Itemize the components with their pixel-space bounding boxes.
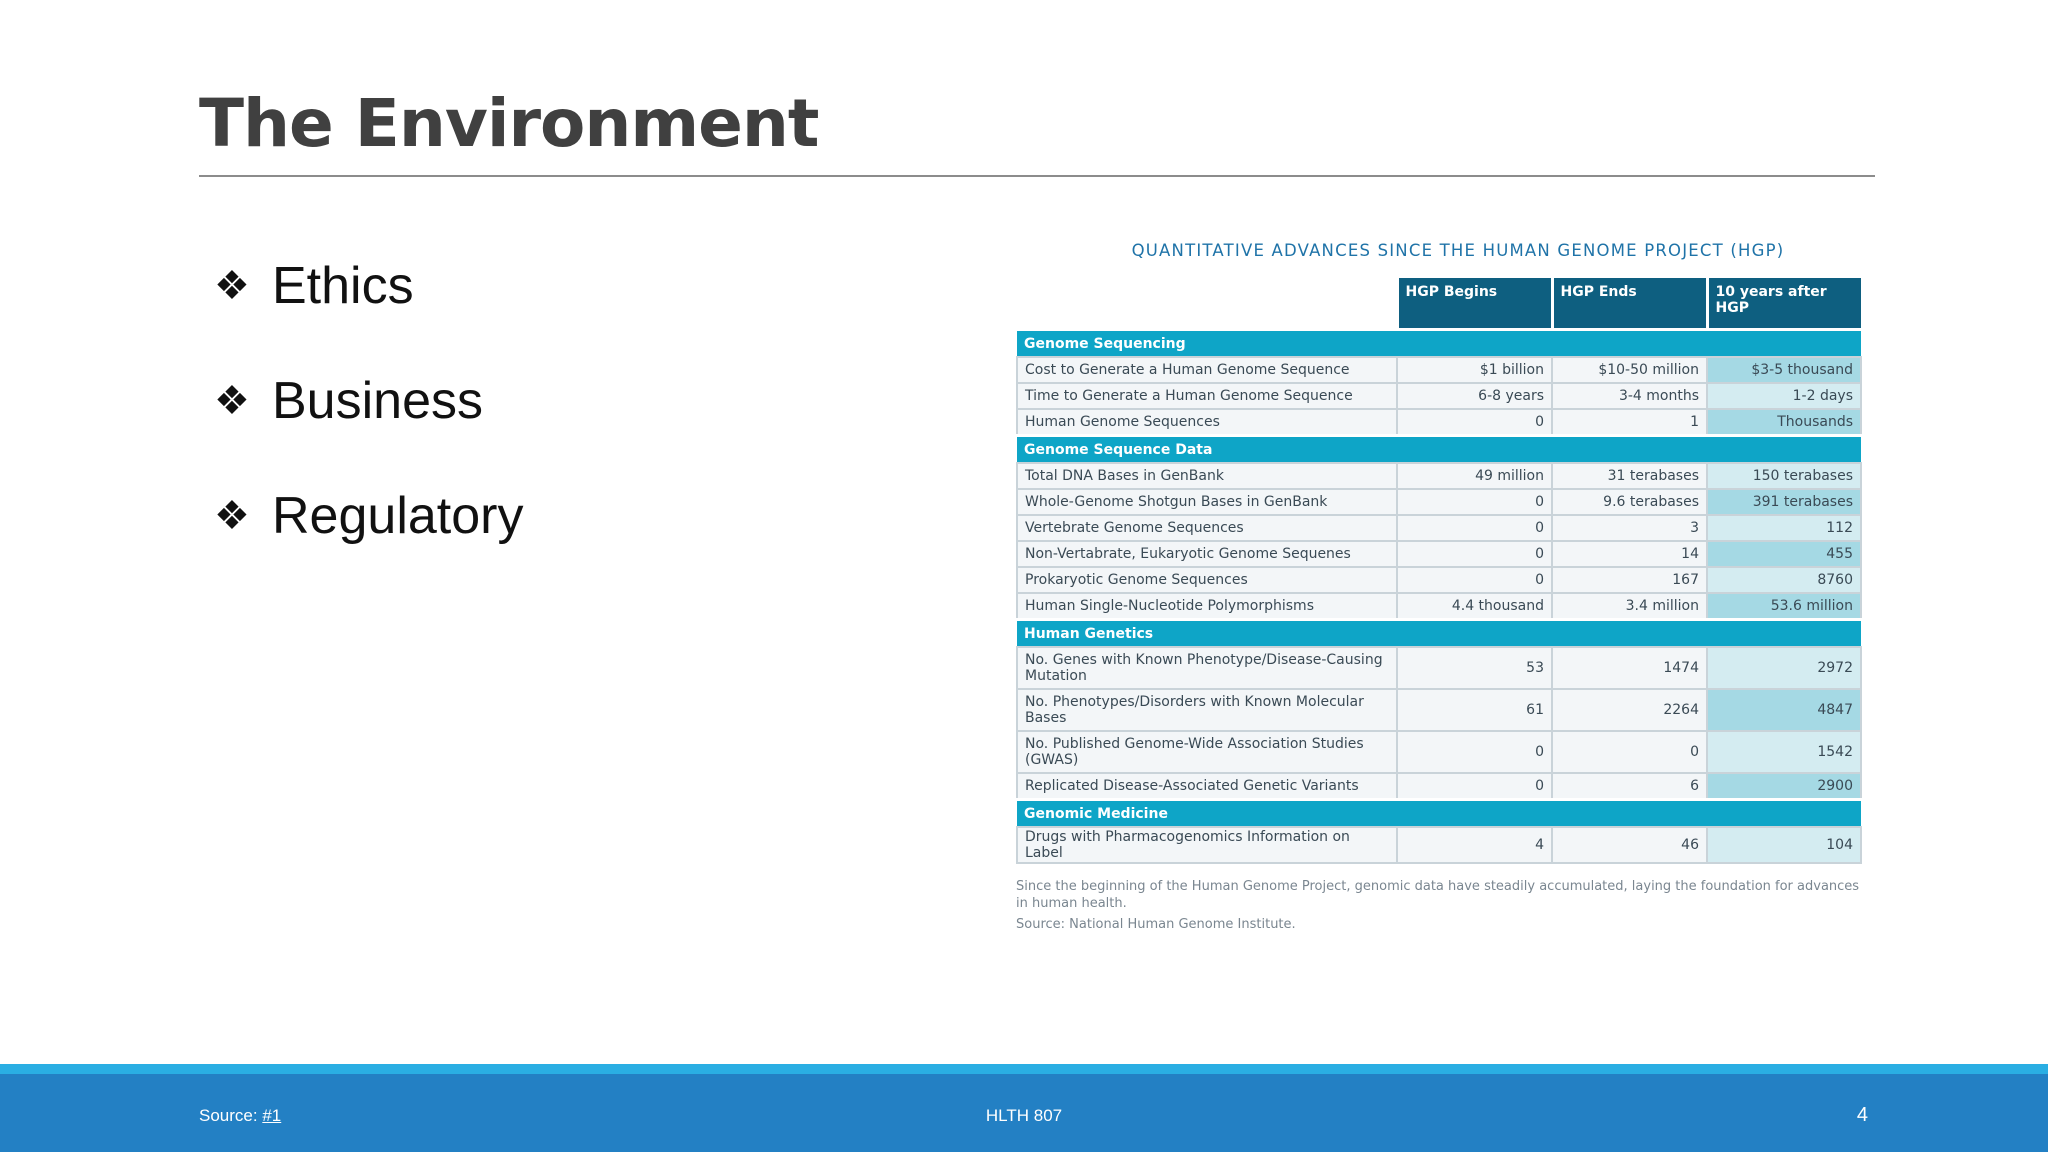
figure-title: QUANTITATIVE ADVANCES SINCE THE HUMAN GENOME PROJECT (HGP) [1131, 241, 1785, 260]
row-value: 8760 [1707, 567, 1861, 593]
table-row [1017, 567, 1861, 593]
table-row [1017, 593, 1861, 620]
bullet-label: Regulatory [272, 486, 524, 545]
row-value: 0 [1397, 541, 1552, 567]
row-value: 31 terabases [1552, 463, 1707, 489]
row-value: Thousands [1707, 409, 1861, 436]
row-label: Drugs with Pharmacogenomics Information on Label [1017, 827, 1397, 863]
row-label: Human Genome Sequences [1017, 409, 1397, 436]
row-value: 4847 [1707, 689, 1861, 731]
row-value: 0 [1397, 515, 1552, 541]
row-value: 3-4 months [1552, 383, 1707, 409]
row-value: 104 [1707, 827, 1861, 863]
section-title: Genomic Medicine [1017, 800, 1861, 828]
row-value: 2264 [1552, 689, 1707, 731]
row-value: 455 [1707, 541, 1861, 567]
row-value: 61 [1397, 689, 1552, 731]
table-row [1017, 383, 1861, 409]
row-value: 2900 [1707, 773, 1861, 800]
section-header-row [1017, 436, 1861, 464]
table-header-blank [1017, 278, 1397, 330]
row-value: 1-2 days [1707, 383, 1861, 409]
footer-bar [0, 1074, 2048, 1152]
row-label: Vertebrate Genome Sequences [1017, 515, 1397, 541]
section-title: Human Genetics [1017, 620, 1861, 648]
row-label: Total DNA Bases in GenBank [1017, 463, 1397, 489]
caption-text: Since the beginning of the Human Genome Project, genomic data have steadily accumulated, laying the foundation for advances in human health. [1016, 879, 1860, 911]
table-row [1017, 689, 1861, 731]
bullet-list [214, 228, 523, 573]
diamond-bullet-icon: ❖ [214, 378, 250, 423]
column-header: HGP Begins [1397, 278, 1552, 330]
bullet-label: Business [272, 371, 483, 430]
row-value: 391 terabases [1707, 489, 1861, 515]
row-label: No. Phenotypes/Disorders with Known Molecular Bases [1017, 689, 1397, 731]
row-value: $10-50 million [1552, 357, 1707, 383]
table-row [1017, 773, 1861, 800]
row-value: 112 [1707, 515, 1861, 541]
column-header: HGP Ends [1552, 278, 1707, 330]
table-row [1017, 541, 1861, 567]
row-value: 3 [1552, 515, 1707, 541]
slide-title: The Environment [199, 85, 819, 162]
row-value: 0 [1397, 567, 1552, 593]
column-header: 10 years after HGP [1707, 278, 1861, 330]
row-label: Time to Generate a Human Genome Sequence [1017, 383, 1397, 409]
table-row [1017, 731, 1861, 773]
row-value: 4 [1397, 827, 1552, 863]
section-title: Genome Sequence Data [1017, 436, 1861, 464]
row-value: 6-8 years [1397, 383, 1552, 409]
row-label: No. Genes with Known Phenotype/Disease-Causing Mutation [1017, 647, 1397, 689]
bullet-label: Ethics [272, 256, 414, 315]
row-label: Whole-Genome Shotgun Bases in GenBank [1017, 489, 1397, 515]
row-label: Human Single-Nucleotide Polymorphisms [1017, 593, 1397, 620]
row-value: 0 [1397, 773, 1552, 800]
row-value: 53.6 million [1707, 593, 1861, 620]
diamond-bullet-icon: ❖ [214, 493, 250, 538]
row-value: 0 [1552, 731, 1707, 773]
diamond-bullet-icon: ❖ [214, 263, 250, 308]
row-value: 0 [1397, 489, 1552, 515]
row-value: 4.4 thousand [1397, 593, 1552, 620]
row-value: 1474 [1552, 647, 1707, 689]
row-label: Non-Vertabrate, Eukaryotic Genome Sequenes [1017, 541, 1397, 567]
title-divider [199, 175, 1875, 177]
table-row [1017, 409, 1861, 436]
table-row [1017, 463, 1861, 489]
footer-source-prefix: Source: [199, 1106, 263, 1125]
section-header-row [1017, 800, 1861, 828]
table-row [1017, 515, 1861, 541]
hgp-figure [1016, 240, 1860, 933]
row-value: 6 [1552, 773, 1707, 800]
row-value: 14 [1552, 541, 1707, 567]
figure-caption [1016, 878, 1860, 933]
row-value: $1 billion [1397, 357, 1552, 383]
row-value: 53 [1397, 647, 1552, 689]
table-row [1017, 827, 1861, 863]
page-number: 4 [1856, 1104, 1868, 1126]
caption-source: Source: National Human Genome Institute. [1016, 917, 1296, 932]
row-label: No. Published Genome-Wide Association Studies (GWAS) [1017, 731, 1397, 773]
row-value: 0 [1397, 731, 1552, 773]
section-header-row [1017, 620, 1861, 648]
table-body [1017, 330, 1861, 864]
row-value: 0 [1397, 409, 1552, 436]
row-label: Replicated Disease-Associated Genetic Variants [1017, 773, 1397, 800]
table-row [1017, 489, 1861, 515]
row-value: 150 terabases [1707, 463, 1861, 489]
row-value: 49 million [1397, 463, 1552, 489]
row-label: Prokaryotic Genome Sequences [1017, 567, 1397, 593]
hgp-table [1016, 278, 1862, 864]
row-value: 46 [1552, 827, 1707, 863]
row-value: 1 [1552, 409, 1707, 436]
bullet-item-ethics [214, 228, 523, 343]
row-value: 2972 [1707, 647, 1861, 689]
table-row [1017, 647, 1861, 689]
row-value: $3-5 thousand [1707, 357, 1861, 383]
footer-course: HLTH 807 [985, 1106, 1063, 1125]
row-value: 3.4 million [1552, 593, 1707, 620]
footer-stripe [0, 1064, 2048, 1074]
bullet-item-regulatory [214, 458, 523, 573]
row-value: 167 [1552, 567, 1707, 593]
row-value: 1542 [1707, 731, 1861, 773]
row-label: Cost to Generate a Human Genome Sequence [1017, 357, 1397, 383]
table-row [1017, 357, 1861, 383]
section-title: Genome Sequencing [1017, 330, 1861, 358]
row-value: 9.6 terabases [1552, 489, 1707, 515]
source-link[interactable]: #1 [262, 1106, 282, 1125]
bullet-item-business [214, 343, 523, 458]
section-header-row [1017, 330, 1861, 358]
table-header-row [1017, 278, 1861, 330]
